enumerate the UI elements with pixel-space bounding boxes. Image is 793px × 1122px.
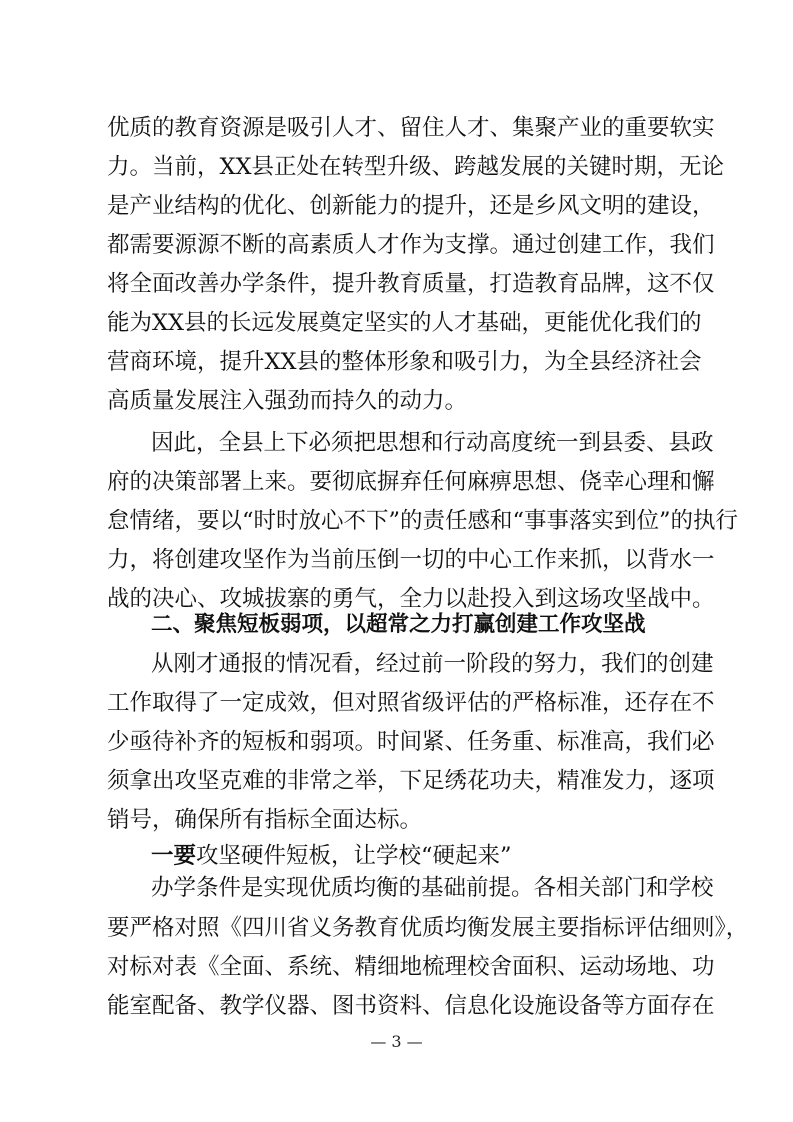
paragraph-line: 工作取得了一定成效，但对照省级评估的严格标准，还存在不 [107, 690, 715, 716]
paragraph-line: 高质量发展注入强劲而持久的动力。 [107, 388, 468, 414]
paragraph-line: 办学条件是实现优质均衡的基础前提。各相关部门和学校 [151, 875, 714, 901]
paragraph-line: 因此，全县上下必须把思想和行动高度统一到县委、县政 [151, 430, 714, 456]
paragraph-line: 都需要源源不断的高素质人才作为支撑。通过创建工作，我们 [107, 232, 715, 258]
paragraph-line: 要严格对照《四川省义务教育优质均衡发展主要指标评估细则》， [107, 915, 749, 941]
paragraph-line: 从刚才通报的情况看，经过前一阶段的努力，我们的创建 [151, 651, 714, 677]
subheading-text: 攻坚硬件短板，让学校“硬起来” [196, 843, 512, 869]
paragraph-line: 对标对表《全面、系统、精细地梳理校舍面积、运动场地、功 [107, 954, 715, 980]
paragraph-line: 怠情绪，要以“时时放心不下”的责任感和“事事落实到位”的执行 [107, 508, 739, 534]
paragraph-line: 营商环境，提升XX县的整体形象和吸引力，为全县经济社会 [107, 349, 702, 375]
paragraph-line: 府的决策部署上来。要彻底摒弃任何麻痹思想、侥幸心理和懈 [107, 469, 715, 495]
paragraph-line: 力。当前，XX县正处在转型升级、跨越发展的关键时期，无论 [107, 154, 725, 180]
paragraph-line: 将全面改善办学条件，提升教育质量，打造教育品牌，这不仅 [107, 271, 715, 297]
paragraph-line: 能为XX县的长远发展奠定坚实的人才基础，更能优化我们的 [107, 310, 702, 336]
paragraph-line: 须拿出攻坚克难的非常之举，下足绣花功夫，精准发力，逐项 [107, 768, 715, 794]
section-heading: 二、聚焦短板弱项，以超常之力打赢创建工作攻坚战 [151, 612, 646, 637]
paragraph-line: 战的决心、攻城拔寨的勇气，全力以赴投入到这场攻坚战中。 [107, 586, 715, 612]
paragraph-line: 力，将创建攻坚作为当前压倒一切的中心工作来抓，以背水一 [107, 547, 715, 573]
paragraph-line: 能室配备、教学仪器、图书资料、信息化设施设备等方面存在 [107, 993, 715, 1019]
page-number: — 3 — [370, 1032, 423, 1051]
paragraph-line: 优质的教育资源是吸引人才、留住人才、集聚产业的重要软实 [107, 115, 715, 141]
paragraph-line: 是产业结构的优化、创新能力的提升，还是乡风文明的建设， [107, 193, 715, 219]
subheading-lead: 一要 [151, 843, 197, 869]
paragraph-line: 少亟待补齐的短板和弱项。时间紧、任务重、标准高，我们必 [107, 729, 715, 755]
paragraph-line: 销号，确保所有指标全面达标。 [107, 807, 423, 833]
